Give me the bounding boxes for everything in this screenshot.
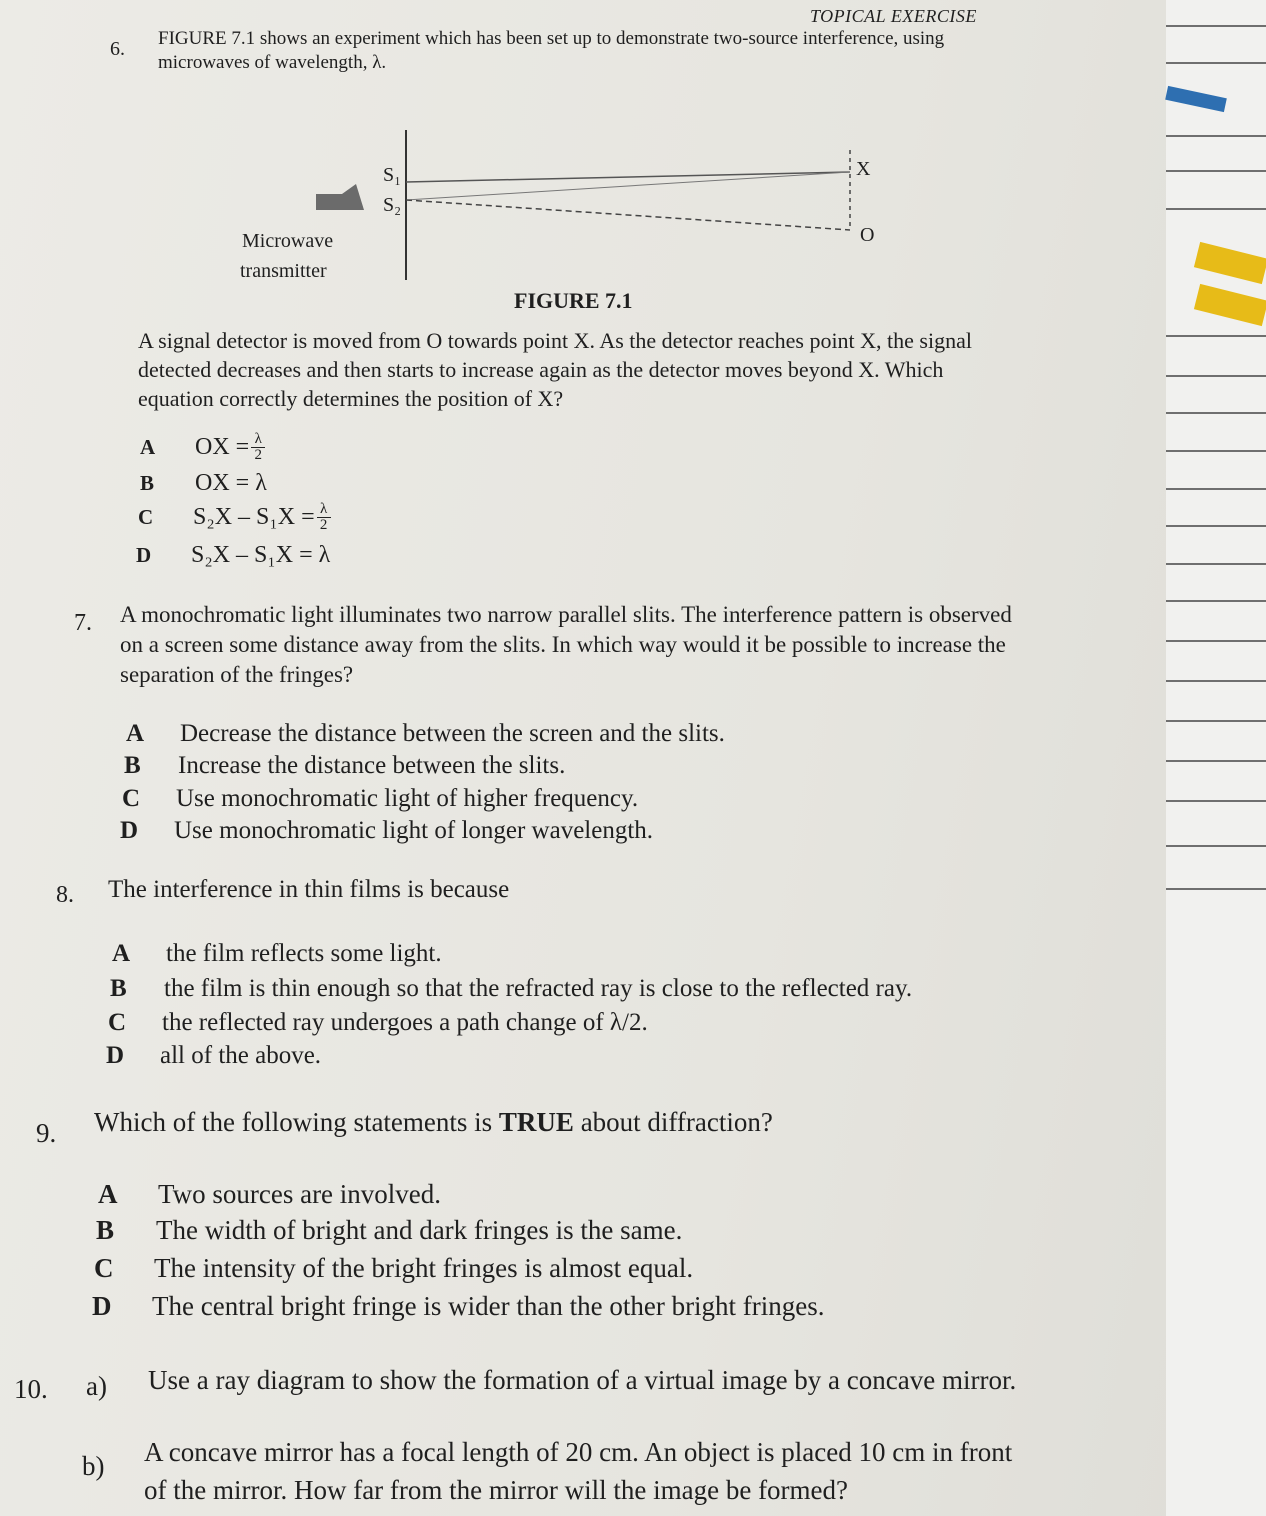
q6-option-b: B OX = λ <box>140 470 267 496</box>
label-o: O <box>860 224 875 246</box>
label-transmitter-line2: transmitter <box>240 260 327 282</box>
q9-option-d: D The central bright fringe is wider than the other bright fringes. <box>92 1291 825 1321</box>
q8-option-c: C the reflected ray undergoes a path change of λ/2. <box>108 1009 648 1036</box>
q7-option-c: C Use monochromatic light of higher frequency. <box>122 785 639 812</box>
q6-option-c: C S₂X – S₁X = $\frac{\lambda}{2}$ <box>138 502 331 533</box>
margin-rule <box>1166 600 1266 602</box>
margin-rule <box>1166 208 1266 210</box>
margin-rule <box>1166 525 1266 527</box>
margin-rule <box>1166 375 1266 377</box>
label-transmitter-line1: Microwave <box>242 230 334 252</box>
margin-rule <box>1166 25 1266 27</box>
q10b-line1: A concave mirror has a focal length of 20 cm. An object is placed 10 cm in front <box>144 1437 1013 1467</box>
question-6-body: A signal detector is moved from O towards point X. As the detector reaches point X, the signal detected decreases and then starts to increase again as the detector moves beyond X. Which equation correctly determines the position of X? <box>138 328 972 411</box>
notebook-margin <box>1166 0 1266 1516</box>
q8-option-d: D all of the above. <box>106 1042 322 1069</box>
margin-rule <box>1166 845 1266 847</box>
question-9-number: 9. <box>36 1118 57 1148</box>
margin-rule <box>1166 640 1266 642</box>
q9-option-b: B The width of bright and dark fringes is the same. <box>96 1215 683 1245</box>
path-s2-x <box>406 172 850 200</box>
margin-rule <box>1166 412 1266 414</box>
margin-rule <box>1166 450 1266 452</box>
q8-option-b: B the film is thin enough so that the refracted ray is close to the reflected ray. <box>110 975 913 1002</box>
q6-option-d: D S₂X – S₁X = λ <box>136 542 331 568</box>
q7-option-b: B Increase the distance between the slits. <box>124 752 566 779</box>
margin-rule <box>1166 488 1266 490</box>
path-s1-x <box>406 172 850 182</box>
margin-rule <box>1166 335 1266 337</box>
margin-rule <box>1166 170 1266 172</box>
yellow-tab <box>1194 284 1266 326</box>
margin-rule <box>1166 62 1266 64</box>
margin-rule <box>1166 135 1266 137</box>
q10a-label: a) <box>86 1371 107 1401</box>
question-8-text: The interference in thin films is because <box>108 876 510 903</box>
question-9-text: Which of the following statements is TRUE about diffraction? <box>94 1107 773 1137</box>
question-7-number: 7. <box>74 610 92 636</box>
margin-rule <box>1166 720 1266 722</box>
question-6-number: 6. <box>110 38 125 60</box>
transmitter-body <box>316 194 342 210</box>
label-s2: S₂ <box>383 194 402 216</box>
figure-caption: FIGURE 7.1 <box>514 288 633 313</box>
margin-rule <box>1166 563 1266 565</box>
q9-option-c: C The intensity of the bright fringes is almost equal. <box>94 1253 694 1283</box>
central-axis-dashed <box>406 200 850 230</box>
margin-rule <box>1166 760 1266 762</box>
label-s1: S₁ <box>383 164 402 186</box>
transmitter-horn <box>342 184 364 210</box>
question-7-text: A monochromatic light illuminates two narrow parallel slits. The interference pattern is observed on a screen some distance away from the slits. In which way would it be possible to increase the separation of the fringes? <box>120 602 1012 687</box>
q7-option-a: A Decrease the distance between the screen and the slits. <box>126 720 725 747</box>
question-8-number: 8. <box>56 882 74 908</box>
q8-option-a: A the film reflects some light. <box>112 940 442 967</box>
q6-option-a: A OX = $\frac{\lambda}{2}$ <box>140 432 265 463</box>
q10b-line2: of the mirror. How far from the mirror will the image be formed? <box>144 1475 849 1505</box>
page-header: TOPICAL EXERCISE <box>810 6 977 26</box>
figure-7-1 <box>230 120 990 320</box>
q9-option-a: A Two sources are involved. <box>98 1179 442 1209</box>
margin-rule <box>1166 800 1266 802</box>
question-10-number: 10. <box>14 1374 48 1404</box>
yellow-tab <box>1194 242 1266 284</box>
q7-option-d: D Use monochromatic light of longer wavelength. <box>120 817 654 844</box>
fraction: $\frac{\lambda}{2}$ <box>251 432 265 463</box>
q10b-label: b) <box>82 1451 105 1481</box>
question-6-text: FIGURE 7.1 shows an experiment which has been set up to demonstrate two-source interference, using microwaves of wavelength, λ. <box>158 28 945 73</box>
margin-rule <box>1166 680 1266 682</box>
label-x: X <box>856 158 871 180</box>
margin-rule <box>1166 888 1266 890</box>
blue-tab <box>1165 86 1227 112</box>
q10a-text: Use a ray diagram to show the formation of a virtual image by a concave mirror. <box>148 1365 1017 1395</box>
fraction: $\frac{\lambda}{2}$ <box>317 502 331 533</box>
